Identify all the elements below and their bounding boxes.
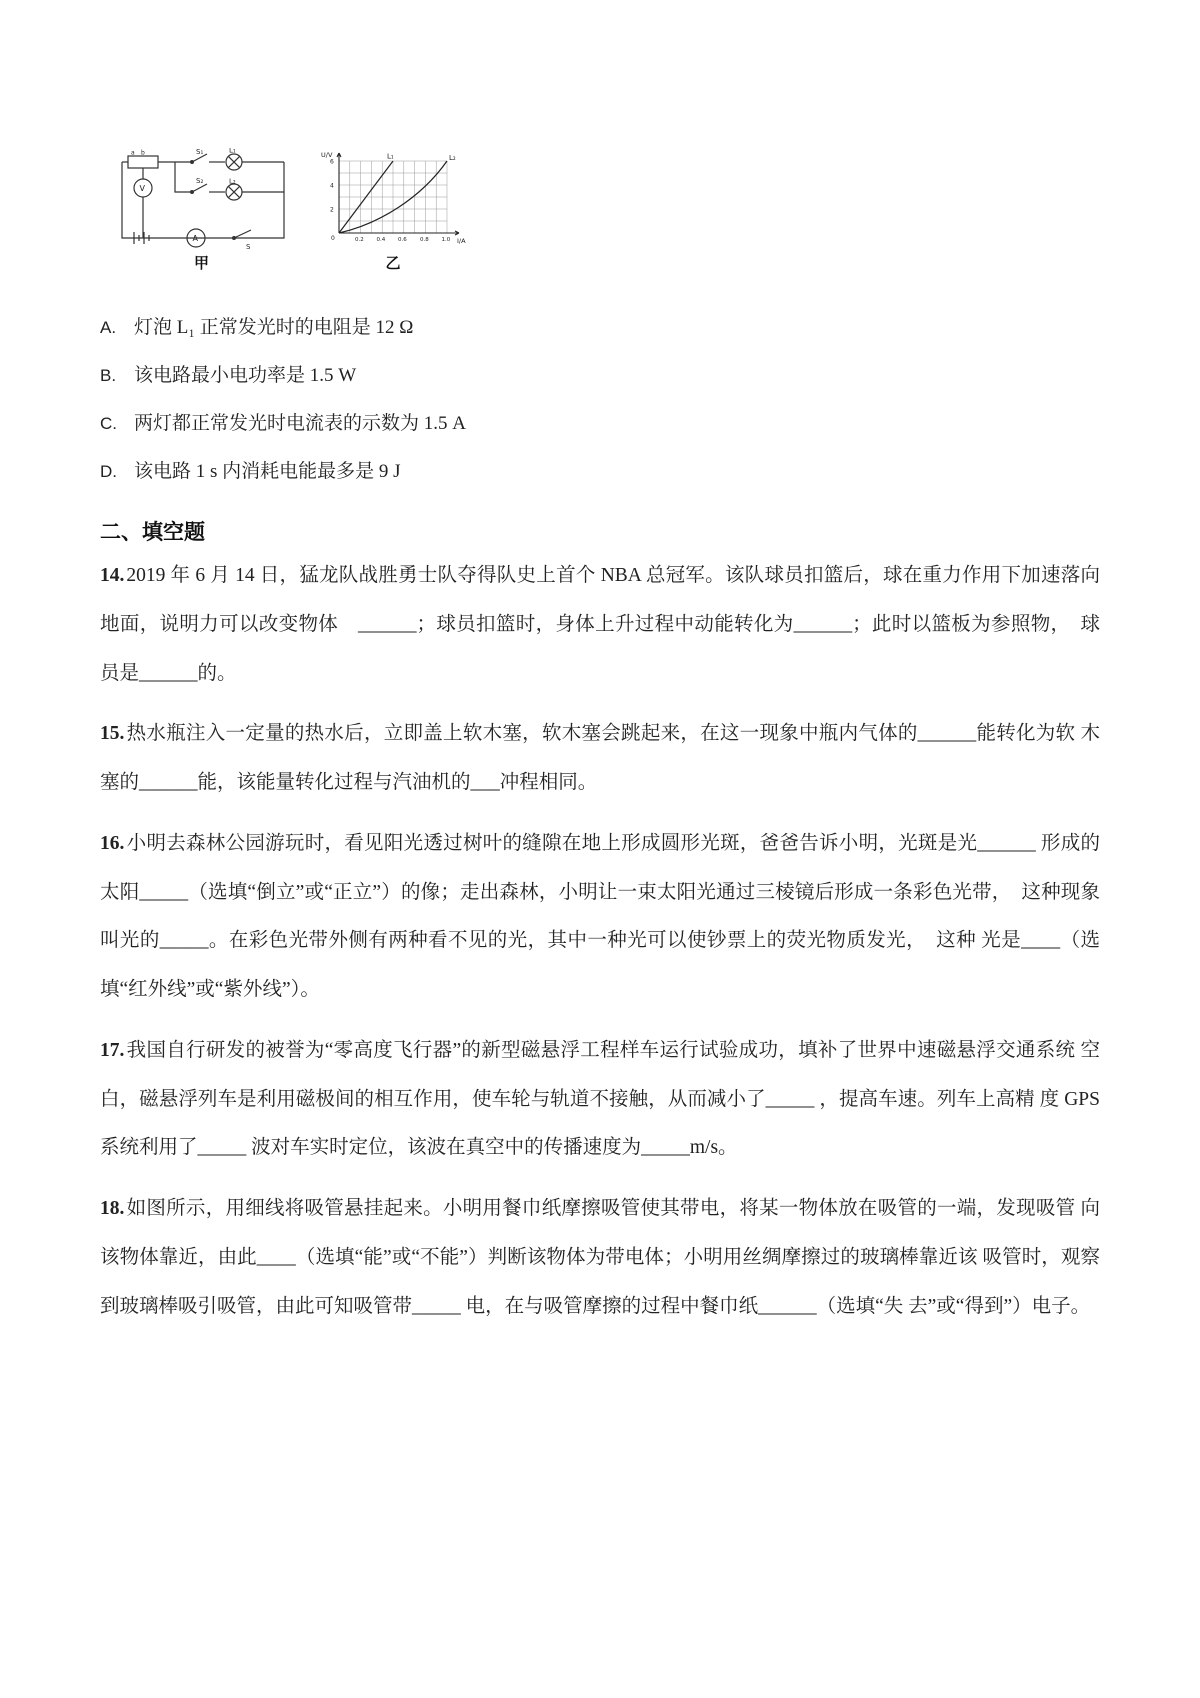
option-a xyxy=(100,304,1100,352)
question-18-text: 如图所示，用细线将吸管悬挂起来。小明用餐巾纸摩擦吸管使其带电，将某一物体放在吸管的一端，发现吸管 向该物体靠近，由此____（选填“能”或“不能”）判断该物体为带电体；小明用丝绸摩擦过的玻璃棒靠近该 吸管时，观察到玻璃棒吸引吸管，由此可知吸管带_____ 电，在与吸管摩擦的过程中餐巾纸______（选填“失 去”或“得到”）电子。 xyxy=(100,1198,1100,1317)
question-16-number: 16. xyxy=(100,832,125,854)
ytick-4: 4 xyxy=(330,182,334,190)
section-header: 二、填空题 xyxy=(100,520,205,544)
question-17 xyxy=(100,1027,1100,1173)
question-18-number: 18. xyxy=(100,1198,125,1219)
option-c-text: 两灯都正常发光时电流表的示数为 1.5 A xyxy=(134,413,466,434)
option-a-label: A. xyxy=(100,318,117,337)
label-s1: S₁ xyxy=(196,148,204,156)
option-b xyxy=(100,352,1100,400)
option-a-text: 灯泡 L₁ 正常发光时的电阻是 12 Ω xyxy=(134,317,414,338)
x-axis-label: I/A xyxy=(457,237,466,245)
question-17-number: 17. xyxy=(100,1039,125,1061)
question-15 xyxy=(100,710,1100,808)
option-d-text: 该电路 1 s 内消耗电能最多是 9 J xyxy=(134,461,401,482)
label-l2: L₂ xyxy=(229,177,236,186)
label-s: S xyxy=(246,243,251,250)
curve-l1-label: L₁ xyxy=(387,152,394,161)
xtick-10: 1.0 xyxy=(441,237,451,243)
label-l1: L₁ xyxy=(229,148,236,155)
label-s2: S₂ xyxy=(196,177,204,185)
question-14-number: 14. xyxy=(100,565,125,586)
voltmeter-letter: V xyxy=(139,184,145,193)
y-axis-label: U/V xyxy=(321,151,333,159)
ytick-2: 2 xyxy=(330,206,334,214)
question-17-text: 我国自行研发的被誉为“零高度飞行器”的新型磁悬浮工程样车运行试验成功，填补了世界中速磁悬浮交通系统 空白，磁悬浮列车是利用磁极间的相互作用，使车轮与轨道不接触，从而减小了_____ ，提高车速。列车上高精 度 GPS 系统利用了_____ 波对车实时定位，该波在真空中的传播速度为_____m/s。 xyxy=(100,1039,1100,1159)
xtick-06: 0.6 xyxy=(398,237,407,243)
circuit-diagram xyxy=(114,148,289,250)
uv-ia-graph xyxy=(317,148,469,250)
ytick-6: 6 xyxy=(330,158,334,166)
choice-options xyxy=(100,304,1100,496)
option-c-label: C. xyxy=(100,414,117,433)
label-b: b xyxy=(141,149,145,157)
circuit-figure xyxy=(114,148,289,273)
graph-caption: 乙 xyxy=(385,256,401,272)
ammeter-letter: A xyxy=(192,234,198,243)
question-15-number: 15. xyxy=(100,723,125,745)
option-d xyxy=(100,448,1100,496)
graph-figure xyxy=(317,148,469,273)
option-b-text: 该电路最小电功率是 1.5 W xyxy=(134,365,357,386)
switch-s-icon xyxy=(234,230,251,238)
option-d-label: D. xyxy=(100,462,117,481)
question-16 xyxy=(100,820,1100,1015)
option-c xyxy=(100,400,1100,448)
curve-l2-label: L₂ xyxy=(449,154,456,162)
switch-s2-icon xyxy=(192,184,207,192)
question-18 xyxy=(100,1185,1100,1331)
rheostat-icon xyxy=(128,156,158,168)
xtick-04: 0.4 xyxy=(376,237,386,243)
question-14 xyxy=(100,552,1100,698)
option-b-label: B. xyxy=(100,366,117,385)
question-14-text: 2019 年 6 月 14 日，猛龙队战胜勇士队夺得队史上首个 NBA 总冠军。该队球员扣篮后，球在重力作用下加速落向 地面，说明力可以改变物体 ______；球员扣篮时，身体上升过程中动能转化为______；此时以篮板为参照物， 球员是______的。 xyxy=(100,565,1100,684)
question-16-text: 小明去森林公园游玩时，看见阳光透过树叶的缝隙在地上形成圆形光斑，爸爸告诉小明，光斑是光______ 形成的太阳_____（选填“倒立”或“正立”）的像；走出森林，小明让一束太阳光通过三棱镜后形成一条彩色光带， 这种现象叫光的_____。在彩色光带外侧有两种看不见的光，其中一种光可以使钞票上的荧光物质发光， 这种 光是____（选填“红外线”或“紫外线”）。 xyxy=(100,832,1100,1000)
question-figures xyxy=(114,148,1100,270)
circuit-caption: 甲 xyxy=(193,256,209,272)
question-15-text: 热水瓶注入一定量的热水后，立即盖上软木塞，软木塞会跳起来，在这一现象中瓶内气体的______能转化为软 木塞的______能，该能量转化过程与汽油机的___冲程相同。 xyxy=(100,723,1100,793)
xtick-08: 0.8 xyxy=(420,237,429,243)
origin-label: 0 xyxy=(331,235,335,242)
label-a: a xyxy=(131,149,135,157)
xtick-02: 0.2 xyxy=(355,237,364,243)
